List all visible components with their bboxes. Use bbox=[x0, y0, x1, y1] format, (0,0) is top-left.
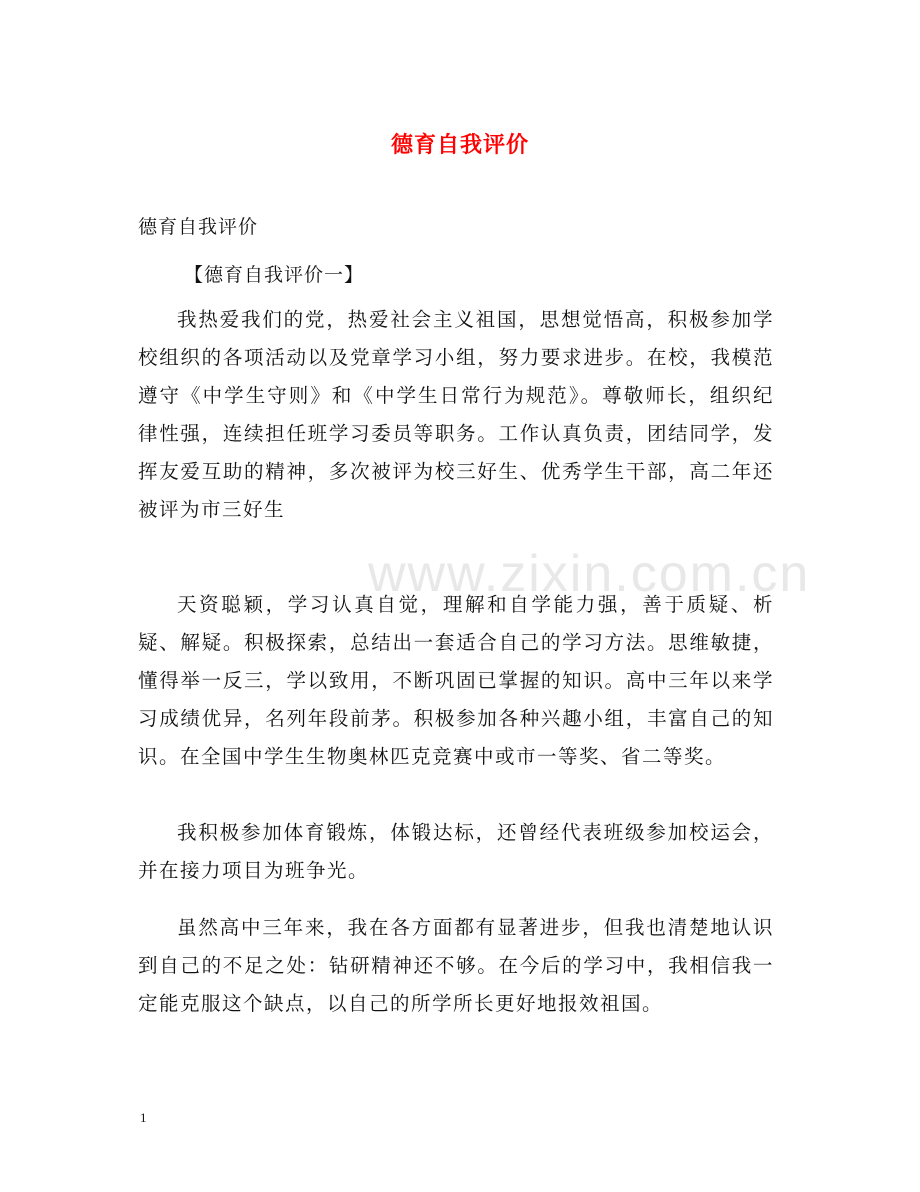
paragraph-text: 天资聪颖，学习认真自觉，理解和自学能力强，善于质疑、析疑、解疑。积极探索，总结出一套适合自己的学习方法。思维敏捷，懂得举一反三，学以致用，不断巩固已掌握的知识。高中三年以来学习成绩优异，名列年段前茅。积极参加各种兴趣小组，丰富自己的知识。在全国中学生生物奥林匹克竞赛中或市一等奖、省二等奖。 bbox=[138, 593, 774, 768]
page-number: 1 bbox=[140, 1110, 147, 1125]
paragraph-3 bbox=[138, 814, 774, 890]
paragraph-1 bbox=[138, 301, 774, 529]
document-title: 德育自我评价 bbox=[390, 132, 529, 158]
document-subtitle: 德育自我评价 bbox=[138, 216, 259, 238]
watermark: www.zixin.com.cn bbox=[368, 545, 811, 603]
section-heading: 【德育自我评价一】 bbox=[184, 264, 365, 286]
paragraph-text: 虽然高中三年来，我在各方面都有显著进步，但我也清楚地认识到自己的不足之处：钻研精神还不够。在今后的学习中，我相信我一定能克服这个缺点，以自己的所学所长更好地报效祖国。 bbox=[138, 916, 774, 1015]
paragraph-text: 我热爱我们的党，热爱社会主义祖国，思想觉悟高，积极参加学校组织的各项活动以及党章学习小组，努力要求进步。在校，我模范遵守《中学生守则》和《中学生日常行为规范》。尊敬师长，组织纪律性强，连续担任班学习委员等职务。工作认真负责，团结同学，发挥友爱互助的精神，多次被评为校三好生、优秀学生干部，高二年还被评为市三好生 bbox=[138, 308, 774, 521]
paragraph-4 bbox=[138, 909, 774, 1023]
paragraph-2 bbox=[138, 586, 774, 776]
paragraph-text: 我积极参加体育锻炼，体锻达标，还曾经代表班级参加校运会，并在接力项目为班争光。 bbox=[138, 821, 774, 882]
